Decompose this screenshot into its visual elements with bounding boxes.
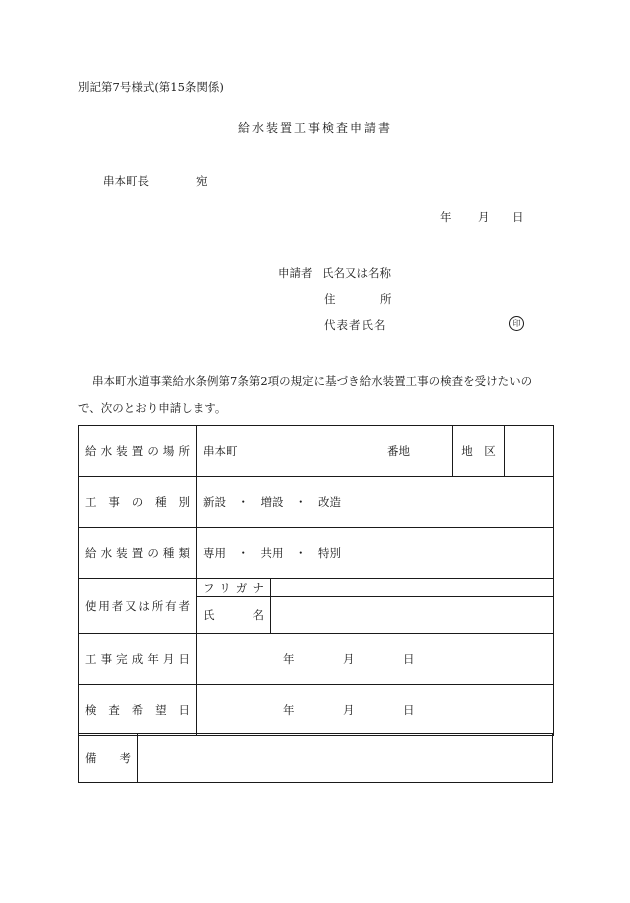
inspection-day-label: 日 bbox=[403, 703, 415, 717]
document-title: 給水装置工事検査申請書 bbox=[237, 121, 392, 135]
inspection-month-label: 月 bbox=[343, 703, 355, 717]
applicant-label: 申請者 bbox=[278, 266, 313, 280]
body-text-line-1: 串本町水道事業給水条例第7条第2項の規定に基づき給水装置工事の検査を受けたいの bbox=[92, 374, 533, 388]
table-row-owner-furigana bbox=[79, 579, 554, 597]
date-month-label: 月 bbox=[478, 210, 490, 224]
seal-mark: 印 bbox=[509, 316, 524, 331]
owner-name-label: 氏 名 bbox=[197, 597, 271, 634]
remarks-table bbox=[78, 733, 553, 783]
body-text-line-2: で、次のとおり申請します。 bbox=[78, 401, 227, 415]
work-type-options[interactable]: 新設 ・ 増設 ・ 改造 bbox=[197, 477, 554, 528]
district-field[interactable] bbox=[505, 426, 554, 477]
completion-day-label: 日 bbox=[403, 652, 415, 666]
remarks-label: 備 考 bbox=[79, 734, 138, 783]
form-number-label: 別記第7号様式(第15条関係) bbox=[78, 80, 224, 94]
owner-label: 使用者又は所有者 bbox=[79, 579, 197, 634]
addressee: 串本町長 bbox=[103, 174, 149, 188]
inspection-year-label: 年 bbox=[283, 703, 295, 717]
location-town: 串本町 bbox=[203, 444, 238, 458]
location-label: 給水装置の場所 bbox=[79, 426, 197, 477]
owner-name-field[interactable] bbox=[271, 597, 554, 634]
inspection-date-field[interactable] bbox=[197, 685, 554, 736]
completion-year-label: 年 bbox=[283, 652, 295, 666]
table-row-device-type bbox=[79, 528, 554, 579]
date-year-label: 年 bbox=[440, 210, 452, 224]
furigana-label: フリガナ bbox=[197, 579, 271, 597]
date-day-label: 日 bbox=[512, 210, 524, 224]
inspection-date-label: 検査希望日 bbox=[79, 685, 197, 736]
completion-date-label: 工事完成年月日 bbox=[79, 634, 197, 685]
applicant-address-label-1: 住 bbox=[324, 292, 336, 306]
table-row-inspection-date bbox=[79, 685, 554, 736]
work-type-label: 工事の種別 bbox=[79, 477, 197, 528]
applicant-address-label-2: 所 bbox=[380, 292, 392, 306]
applicant-name-label: 氏名又は名称 bbox=[322, 266, 391, 280]
table-row-work-type bbox=[79, 477, 554, 528]
remarks-field[interactable] bbox=[138, 734, 553, 783]
district-label: 地 区 bbox=[453, 426, 505, 477]
addressee-suffix: 宛 bbox=[196, 174, 208, 188]
completion-date-field[interactable] bbox=[197, 634, 554, 685]
device-type-options[interactable]: 専用 ・ 共用 ・ 特別 bbox=[197, 528, 554, 579]
device-type-label: 給水装置の種類 bbox=[79, 528, 197, 579]
table-row-completion-date bbox=[79, 634, 554, 685]
application-table bbox=[78, 425, 554, 736]
completion-month-label: 月 bbox=[343, 652, 355, 666]
representative-name-label: 代表者氏名 bbox=[324, 318, 387, 332]
furigana-field[interactable] bbox=[271, 579, 554, 597]
location-field[interactable] bbox=[197, 426, 453, 477]
table-row-location bbox=[79, 426, 554, 477]
table-row-remarks bbox=[79, 734, 553, 783]
location-lot-label: 番地 bbox=[387, 444, 410, 458]
